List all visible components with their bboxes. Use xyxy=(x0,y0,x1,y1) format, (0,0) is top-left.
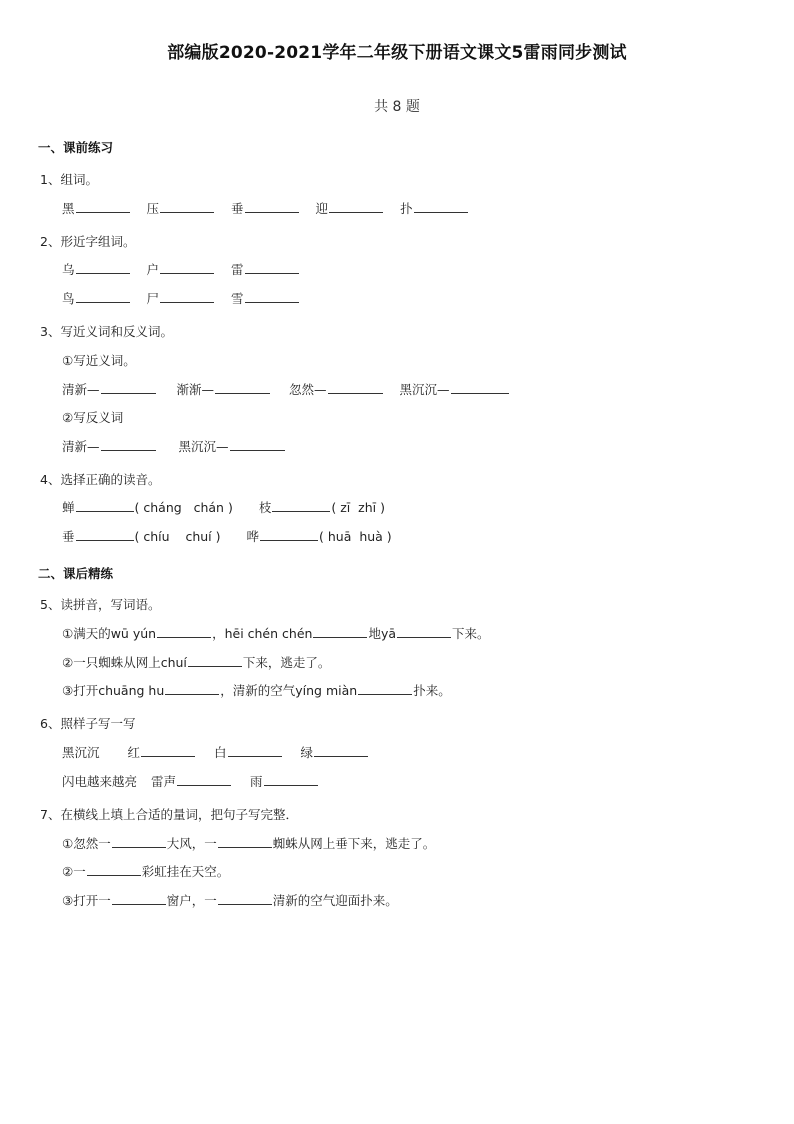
answer-blank[interactable] xyxy=(141,744,195,757)
q3-item: 清新— xyxy=(62,380,157,398)
answer-blank[interactable] xyxy=(76,261,130,274)
question-3-sub-2: ②写反义词 xyxy=(62,410,124,425)
question-7-line-3: ③打开一 窗户，一 清新的空气迎面扑来。 xyxy=(62,893,398,908)
q1-item: 压 xyxy=(147,199,216,217)
q2-item: 鸟 xyxy=(62,289,131,307)
q1-item: 黑 xyxy=(62,199,131,217)
section-heading-1: 一、课前练习 xyxy=(38,140,114,155)
q4-item: 蝉 ( cháng chán ) xyxy=(62,500,233,515)
answer-blank[interactable] xyxy=(101,438,156,451)
question-5-line-1: ①满天的wū yún ，hēi chén chén 地yā 下来。 xyxy=(62,626,490,641)
q3-item: 清新— xyxy=(62,437,157,455)
answer-blank[interactable] xyxy=(264,773,318,786)
answer-blank[interactable] xyxy=(76,528,134,541)
q1-item: 迎 xyxy=(316,199,385,217)
question-4-stem: 4、选择正确的读音。 xyxy=(40,472,161,487)
answer-blank[interactable] xyxy=(218,892,272,905)
answer-blank[interactable] xyxy=(245,290,299,303)
page-title: 部编版2020-2021学年二年级下册语文课文5雷雨同步测试 xyxy=(167,43,627,63)
question-5-line-3: ③打开chuāng hu ，清新的空气yíng miàn 扑来。 xyxy=(62,683,451,698)
q2-item: 户 xyxy=(147,260,216,278)
question-count: 共 8 题 xyxy=(374,99,420,115)
q2-item: 雷 xyxy=(231,260,300,278)
answer-blank[interactable] xyxy=(157,625,211,638)
answer-blank[interactable] xyxy=(87,863,141,876)
question-5-stem: 5、读拼音，写词语。 xyxy=(40,597,161,612)
question-2-row-2 xyxy=(62,289,300,307)
q3-item: 黑沉沉— xyxy=(179,437,286,455)
q3-item: 渐渐— xyxy=(177,380,272,398)
q2-item: 雪 xyxy=(231,289,300,307)
answer-blank[interactable] xyxy=(188,654,242,667)
answer-blank[interactable] xyxy=(112,835,166,848)
answer-blank[interactable] xyxy=(177,773,231,786)
answer-blank[interactable] xyxy=(218,835,272,848)
q2-item: 乌 xyxy=(62,260,131,278)
question-6-row-2 xyxy=(62,772,319,790)
question-5-line-2: ②一只蜘蛛从网上chuí 下来，逃走了。 xyxy=(62,655,331,670)
example-word: 黑沉沉 xyxy=(62,745,100,760)
question-3-antonyms xyxy=(62,437,286,455)
q6-item: 白 xyxy=(214,743,283,761)
question-3-sub-1: ①写近义词。 xyxy=(62,353,136,368)
q3-item: 忽然— xyxy=(289,380,384,398)
q4-item: 垂 ( chíu chuí ) xyxy=(62,529,221,544)
answer-blank[interactable] xyxy=(76,499,134,512)
q3-item: 黑沉沉— xyxy=(400,380,510,398)
answer-blank[interactable] xyxy=(215,381,270,394)
answer-blank[interactable] xyxy=(76,290,130,303)
q2-item: 尸 xyxy=(147,289,216,307)
answer-blank[interactable] xyxy=(314,744,368,757)
question-3-stem: 3、写近义词和反义词。 xyxy=(40,324,173,339)
answer-blank[interactable] xyxy=(414,200,468,213)
answer-blank[interactable] xyxy=(328,381,383,394)
q6-item: 雨 xyxy=(250,772,319,790)
question-1-stem: 1、组词。 xyxy=(40,172,98,187)
answer-blank[interactable] xyxy=(272,499,330,512)
question-7-line-1: ①忽然一 大风，一 蜘蛛从网上垂下来，逃走了。 xyxy=(62,836,436,851)
answer-blank[interactable] xyxy=(228,744,282,757)
q4-item: 枝 ( zī zhī ) xyxy=(258,500,385,515)
answer-blank[interactable] xyxy=(451,381,509,394)
question-3-synonyms xyxy=(62,380,510,398)
answer-blank[interactable] xyxy=(260,528,318,541)
answer-blank[interactable] xyxy=(313,625,367,638)
answer-blank[interactable] xyxy=(245,261,299,274)
answer-blank[interactable] xyxy=(76,200,130,213)
answer-blank[interactable] xyxy=(160,261,214,274)
q6-item: 红 xyxy=(128,743,197,761)
question-1-row xyxy=(62,199,469,217)
question-7-stem: 7、在横线上填上合适的量词，把句子写完整． xyxy=(40,807,298,822)
answer-blank[interactable] xyxy=(101,381,156,394)
question-2-stem: 2、形近字组词。 xyxy=(40,234,136,249)
q1-item: 扑 xyxy=(400,199,469,217)
q6-item: 绿 xyxy=(301,743,370,761)
answer-blank[interactable] xyxy=(397,625,451,638)
question-4-row-1 xyxy=(62,498,385,516)
answer-blank[interactable] xyxy=(230,438,285,451)
answer-blank[interactable] xyxy=(112,892,166,905)
q4-item: 哗 ( huā huà ) xyxy=(246,529,392,544)
answer-blank[interactable] xyxy=(245,200,299,213)
question-7-line-2: ②一 彩虹挂在天空。 xyxy=(62,864,230,879)
answer-blank[interactable] xyxy=(165,682,219,695)
answer-blank[interactable] xyxy=(358,682,412,695)
question-6-row-1 xyxy=(62,743,369,761)
answer-blank[interactable] xyxy=(160,290,214,303)
example-sentence: 闪电越来越亮 xyxy=(62,774,138,789)
answer-blank[interactable] xyxy=(329,200,383,213)
q6-item: 雷声 xyxy=(151,772,232,790)
question-6-stem: 6、照样子写一写 xyxy=(40,716,136,731)
question-2-row-1 xyxy=(62,260,300,278)
answer-blank[interactable] xyxy=(160,200,214,213)
section-heading-2: 二、课后精练 xyxy=(38,566,114,581)
question-4-row-2 xyxy=(62,527,392,545)
q1-item: 垂 xyxy=(231,199,300,217)
